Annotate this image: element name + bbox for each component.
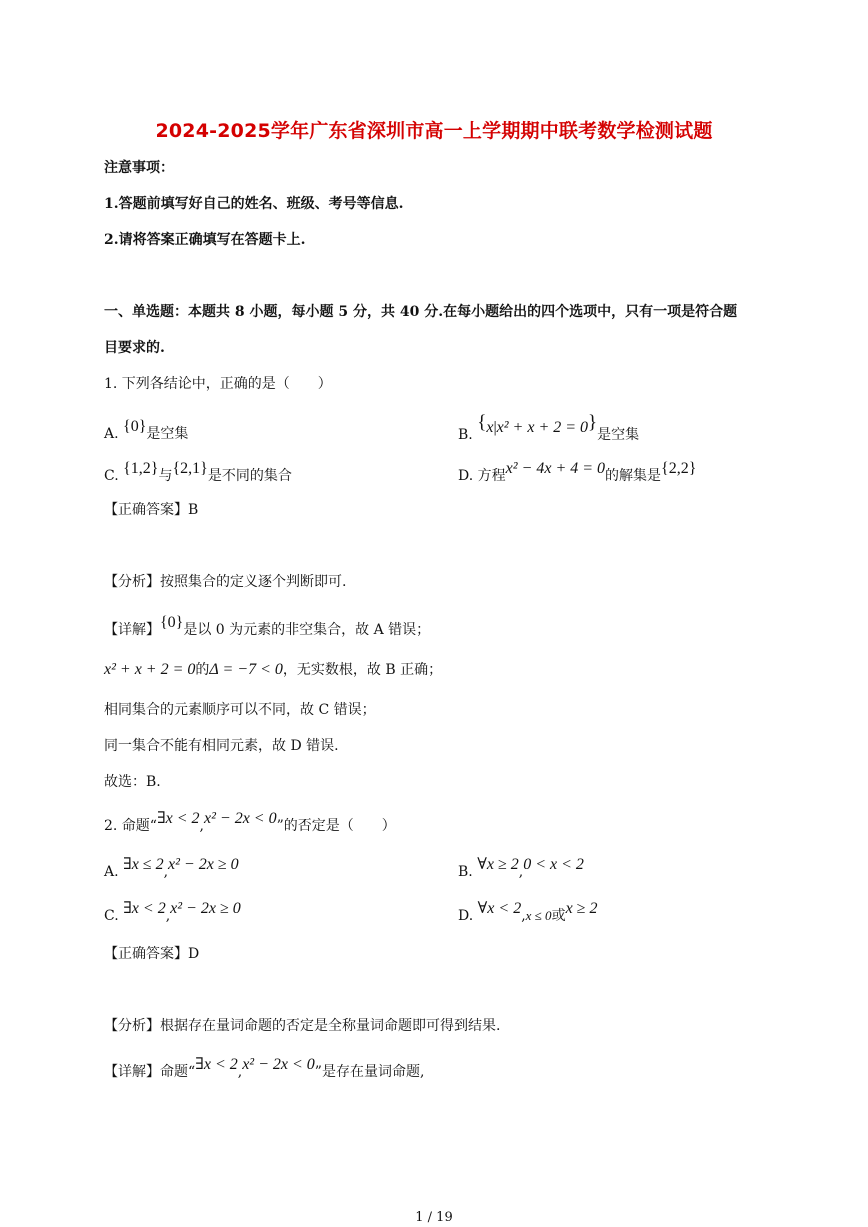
- q2-option-c-sep: ,: [165, 908, 171, 924]
- q1-option-d-mid: 的解集是: [605, 468, 662, 484]
- q2-option-b-label: B.: [458, 864, 473, 880]
- q1-option-d-pre: 方程: [477, 468, 506, 484]
- page-number: 1 / 19: [415, 1210, 453, 1225]
- page-title: 2024-2025学年广东省深圳市高一上学期期中联考数学检测试题: [155, 120, 713, 142]
- q2-option-c-math-2: x² − 2x ≥ 0: [170, 900, 241, 917]
- q1-detail-3: 相同集合的元素顺序可以不同，故 C 错误；: [104, 702, 376, 718]
- q2-stem-pre: 2. 命题“: [104, 818, 157, 834]
- q2-stem-post: ”的否定是（ ）: [276, 818, 396, 834]
- q2-option-c-label: C.: [104, 908, 119, 924]
- q1-detail-1: [104, 614, 431, 640]
- q1-option-a-label: A.: [104, 426, 119, 442]
- q2-option-d-math-2: x ≤ 0: [525, 908, 552, 923]
- q1-stem: 1. 下列各结论中，正确的是（ ）: [104, 376, 332, 392]
- q1-option-b-label: B.: [458, 427, 473, 443]
- q1-option-c: [104, 460, 292, 486]
- q1-option-b: B. {x|x² + x + 2 = 0}是空集: [458, 412, 640, 443]
- q1-option-b-text: 是空集: [597, 427, 640, 443]
- q2-option-a-sep: ,: [163, 864, 169, 880]
- q1-option-a: [104, 418, 189, 444]
- q2-detail-math-1: ∃x < 2: [195, 1056, 238, 1073]
- q1-option-c-mid: 与: [158, 468, 173, 484]
- q1-option-d-label: D.: [458, 468, 474, 484]
- q2-detail-pre: 【详解】命题“: [104, 1064, 196, 1080]
- q1-option-a-text: 是空集: [146, 426, 189, 442]
- q1-detail-2-mid: 的: [195, 662, 210, 678]
- q2-option-d-mid: 或: [551, 908, 566, 924]
- q2-option-b-math-1: ∀x ≥ 2: [477, 856, 519, 873]
- q1-option-d: [458, 460, 697, 486]
- q1-detail-5: 故选：B.: [104, 774, 161, 790]
- q2-analysis: 【分析】根据存在量词命题的否定是全称量词命题即可得到结果.: [104, 1018, 501, 1034]
- q2-detail: [104, 1056, 425, 1082]
- q1-option-c-math-2: {2,1}: [172, 460, 208, 477]
- q2-detail-sep: ,: [237, 1064, 243, 1080]
- q1-option-c-text: 是不同的集合: [207, 468, 292, 484]
- q1-detail-math: {0}: [160, 614, 184, 631]
- q1-detail-4: 同一集合不能有相同元素，故 D 错误.: [104, 738, 339, 754]
- q2-stem-math-1: ∃x < 2: [156, 810, 200, 827]
- q1-option-d-math-2: {2,2}: [661, 460, 697, 477]
- q1-detail-2-text: ，无实数根，故 B 正确；: [282, 662, 443, 678]
- q1-option-b-math-b: x² + x + 2 = 0: [496, 419, 589, 436]
- q2-option-c-math-1: ∃x < 2: [123, 900, 166, 917]
- q2-option-d-math-3: x ≥ 2: [565, 900, 598, 917]
- q2-option-b-math-2: 0 < x < 2: [523, 856, 584, 873]
- notice-item-2: 2.请将答案正确填写在答题卡上.: [104, 232, 306, 248]
- q1-analysis: 【分析】按照集合的定义逐个判断即可.: [104, 574, 347, 590]
- q2-detail-math-2: x² − 2x < 0: [242, 1056, 315, 1073]
- q2-answer: 【正确答案】D: [104, 946, 200, 962]
- q2-option-d-math-1: ∀x < 2: [477, 900, 522, 917]
- q2-option-a-math-1: ∃x ≤ 2: [123, 856, 164, 873]
- q1-detail-2: [104, 660, 442, 680]
- notice-heading: 注意事项：: [104, 160, 174, 176]
- q1-option-c-math-1: {1,2}: [123, 460, 159, 477]
- q1-option-d-math-1: x² − 4x + 4 = 0: [505, 460, 606, 477]
- q1-detail-label: 【详解】: [104, 622, 160, 638]
- q2-option-d-label: D.: [458, 908, 474, 924]
- q2-option-d: [458, 900, 598, 926]
- q2-option-d-sep: ,: [521, 908, 526, 924]
- q1-option-a-math: {0}: [123, 418, 147, 435]
- section-heading-line-1: 一、单选题：本题共 8 小题，每小题 5 分，共 40 分.在每小题给出的四个选项中，只有一项是符合题: [104, 304, 738, 320]
- q2-stem: [104, 810, 396, 836]
- section-heading-line-2: 目要求的.: [104, 340, 165, 356]
- q2-option-a-math-2: x² − 2x ≥ 0: [168, 856, 239, 873]
- q2-stem-math-2: x² − 2x < 0: [204, 810, 277, 827]
- q2-option-a-label: A.: [104, 864, 119, 880]
- notice-item-1: 1.答题前填写好自己的姓名、班级、考号等信息.: [104, 196, 404, 212]
- q1-detail-2-math-1: x² + x + 2 = 0: [104, 661, 196, 678]
- q1-detail-text-1: 是以 0 为元素的非空集合，故 A 错误；: [183, 622, 431, 638]
- q2-option-b: [458, 856, 584, 882]
- q2-option-b-sep: ,: [518, 864, 524, 880]
- q1-option-b-math-a: x: [486, 419, 494, 436]
- q2-stem-sep: ,: [199, 818, 204, 834]
- q1-detail-2-math-2: Δ = −7 < 0: [209, 661, 283, 678]
- q2-detail-post: ”是存在量词命题,: [314, 1064, 425, 1080]
- q1-option-c-label: C.: [104, 468, 119, 484]
- q2-option-c: [104, 900, 241, 926]
- q2-option-a: [104, 856, 239, 882]
- q1-answer: 【正确答案】B: [104, 502, 199, 518]
